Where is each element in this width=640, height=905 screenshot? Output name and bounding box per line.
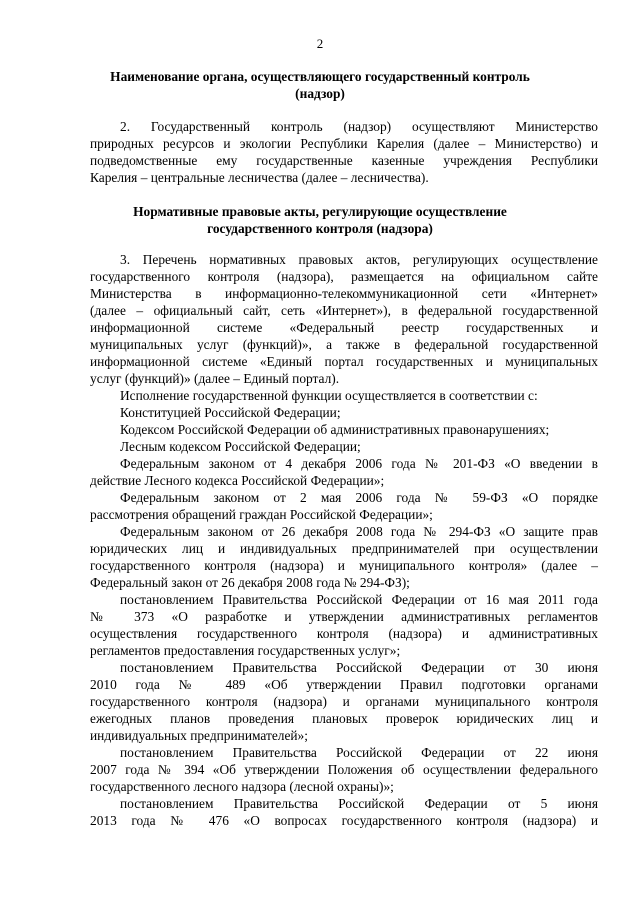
list-item-line: рассмотрения обращений граждан Российской Федерации»; — [90, 507, 433, 522]
list-item-line: постановлением Правительства Российской Федерации от 5 июня — [120, 796, 598, 811]
text-line: информационной системе «Федеральный реестр государственных и — [90, 320, 598, 335]
text-line: Карелия – центральные лесничества (далее – лесничества). — [90, 170, 429, 185]
list-item-line: индивидуальных предпринимателей»; — [90, 728, 308, 743]
list-item-line: 2007 года № 394 «Об утверждении Положения об осуществлении федерального — [90, 762, 598, 777]
list-item-line: Федеральным законом от 4 декабря 2006 года № 201-ФЗ «О введении в — [120, 456, 598, 471]
page-number: 2 — [316, 36, 324, 51]
list-item-line: государственного контроля (надзора) и органами муниципального контроля — [90, 694, 598, 709]
list-item-line: Федеральным законом от 2 мая 2006 года № 59-ФЗ «О порядке — [120, 490, 598, 505]
text-line: подведомственные ему государственные казенные учреждения Республики — [90, 153, 598, 168]
text-line: 3. Перечень нормативных правовых актов, регулирующих осуществление — [120, 252, 598, 267]
text-line: 2. Государственный контроль (надзор) осуществляют Министерство — [120, 119, 598, 134]
text-line: природных ресурсов и экологии Республики Карелия (далее – Министерство) и — [90, 136, 598, 151]
list-item-line: действие Лесного кодекса Российской Федерации»; — [90, 473, 385, 488]
list-item-line: Лесным кодексом Российской Федерации; — [120, 439, 361, 454]
list-item-line: юридических лиц и индивидуальных предпринимателей при осуществлении — [90, 541, 598, 556]
list-item-line: государственного контроля (надзора) и муниципального контроля» (далее – — [90, 558, 598, 573]
text-line: информационной системе «Единый портал государственных и муниципальных — [90, 354, 598, 369]
text-line: Исполнение государственной функции осуществляется в соответствии с: — [120, 388, 538, 403]
text-line: муниципальных услуг (функций)», а также в федеральной государственной — [90, 337, 598, 352]
text-line: услуг (функций)» (далее – Единый портал). — [90, 371, 340, 386]
list-item-line: постановлением Правительства Российской Федерации от 30 июня — [120, 660, 598, 675]
heading-line: Наименование органа, осуществляющего государственный контроль — [110, 69, 530, 84]
list-item-line: постановлением Правительства Российской Федерации от 16 мая 2011 года — [120, 592, 598, 607]
text-line: государственного контроля (надзора), размещается на официальном сайте — [90, 269, 598, 284]
heading-line: (надзор) — [295, 86, 345, 101]
list-item-line: Конституцией Российской Федерации; — [120, 405, 341, 420]
list-item-line: Федеральным законом от 26 декабря 2008 года № 294-ФЗ «О защите прав — [120, 524, 598, 539]
list-item-line: Кодексом Российской Федерации об административных правонарушениях; — [120, 422, 550, 437]
heading-line: государственного контроля (надзора) — [207, 221, 433, 236]
list-item-line: Федеральный закон от 26 декабря 2008 года № 294-ФЗ); — [90, 575, 410, 590]
list-item-line: ежегодных планов проведения плановых проверок юридических лиц и — [90, 711, 598, 726]
list-item-line: регламентов предоставления государственных услуг»; — [90, 643, 401, 658]
list-item-line: государственного лесного надзора (лесной охраны)»; — [90, 779, 394, 794]
text-line: Министерства в информационно-телекоммуникационной сети «Интернет» — [90, 286, 598, 301]
list-item-line: постановлением Правительства Российской Федерации от 22 июня — [120, 745, 598, 760]
list-item-line: 2013 года № 476 «О вопросах государственного контроля (надзора) и — [90, 813, 598, 828]
text-line: (далее – официальный сайт, сеть «Интернет»), в федеральной государственной — [90, 303, 598, 318]
section-heading-legal-acts — [90, 203, 550, 237]
list-item-line: № 373 «О разработке и утверждении административных регламентов — [90, 609, 598, 624]
heading-line: Нормативные правовые акты, регулирующие осуществление — [133, 204, 507, 219]
list-item-line: осуществления государственного контроля (надзора) и административных — [90, 626, 598, 641]
section-heading-authority — [90, 68, 550, 102]
list-item-line: 2010 года № 489 «Об утверждении Правил подготовки органами — [90, 677, 598, 692]
